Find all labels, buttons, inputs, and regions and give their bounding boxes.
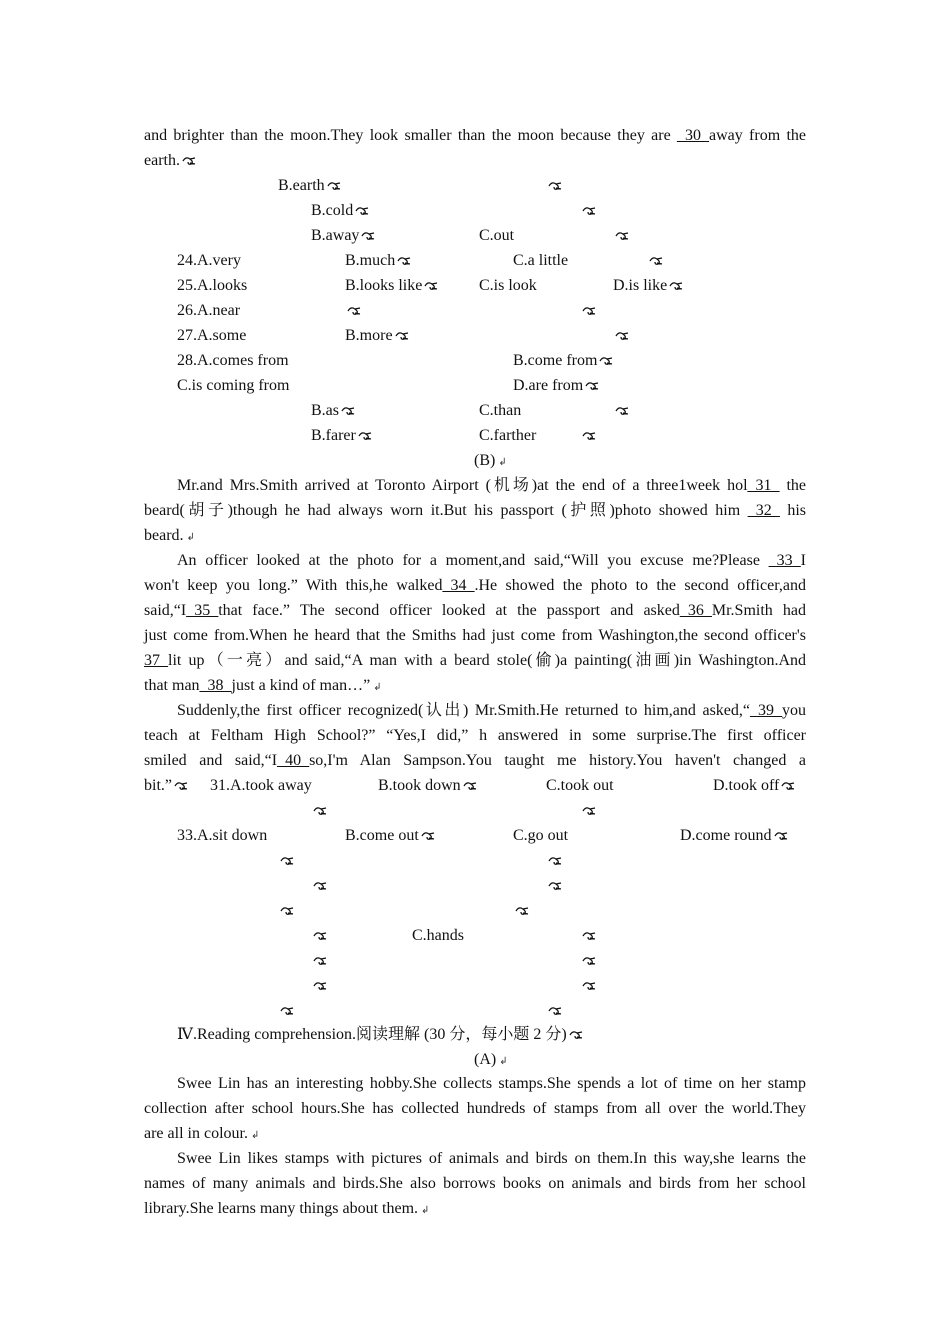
option: B.away [311,226,375,246]
curl-marker-icon [463,781,477,791]
option: C.hands [412,927,464,944]
curl-marker-icon [313,956,327,966]
marker [546,851,562,871]
text-line: said,“I_35_that face.” The second officer looked at the passport and asked_36_Mr.Smith had [144,602,806,619]
curl-marker-icon [599,356,613,366]
marker [311,951,327,971]
marker [311,926,327,946]
marker [546,876,562,896]
option: B.earth [278,176,341,196]
text-line: Suddenly,the first officer recognized(认出) Mr.Smith.He returned to him,and asked,“_39_you [177,702,806,719]
curl-marker-icon [313,881,327,891]
text-line: Mr.and Mrs.Smith arrived at Toronto Airport (机场)at the end of a three1week hol_31_ the [177,477,806,494]
curl-marker-icon [548,181,562,191]
curl-marker-icon [582,806,596,816]
text-line: Swee Lin likes stamps with pictures of animals and birds on them.In this way,she learns the [177,1150,806,1167]
curl-marker-icon [582,931,596,941]
marker [345,301,361,321]
option: B.looks like [345,276,438,296]
text-line: earth. [144,151,196,171]
text-line: teach at Feltham High School?” “Yes,I did,” h answered in some surprise.The first officer [144,727,806,744]
text-line: and brighter than the moon.They look smaller than the moon because they are _30_away from the [144,127,807,144]
option: B.farer [311,426,372,446]
curl-marker-icon [358,431,372,441]
option: C.go out [513,827,569,844]
marker [580,426,596,446]
curl-marker-icon [347,306,361,316]
curl-marker-icon [582,956,596,966]
paragraph-mark-icon: ↲ [373,682,382,693]
option: C.is look [479,277,537,294]
text-line: that man_38_just a kind of man…” ↲ [144,677,382,694]
curl-marker-icon [313,981,327,991]
text-line: beard(胡子)though he had always worn it.But his passport (护照)photo showed him _32_ his [144,502,806,519]
option: C.out [479,227,515,244]
text-line: names of many animals and birds.She also borrows books on animals and birds from her school [144,1175,806,1192]
curl-marker-icon [548,881,562,891]
text-line: beard. ↲ [144,527,195,544]
option: C.than [479,402,522,419]
curl-marker-icon [615,406,629,416]
option: B.as [311,401,355,421]
marker [278,901,294,921]
marker [580,951,596,971]
marker [278,851,294,871]
option: B.come from [513,351,613,371]
option: B.come out [345,826,435,846]
marker [513,901,529,921]
text-line: are all in colour. ↲ [144,1125,260,1142]
paragraph-mark-icon: ↲ [498,457,507,468]
option: C.is coming from [177,377,290,394]
curl-marker-icon [615,331,629,341]
option: 33.A.sit down [177,827,268,844]
curl-marker-icon [582,206,596,216]
text-line: just come from.When he heard that the Smiths had just come from Washington,the second officer's [144,627,806,644]
option: 26.A.near [177,302,241,319]
marker [311,876,327,896]
text-line: collection after school hours.She has collected hundreds of stamps from all over the world.They [144,1100,806,1117]
option: C.farther [479,427,537,444]
option: 28.A.comes from [177,352,289,369]
curl-marker-icon [582,981,596,991]
paragraph-mark-icon: ↲ [186,532,195,543]
curl-marker-icon [582,431,596,441]
marker [546,1001,562,1021]
option: D.is like [613,276,683,296]
marker [580,301,596,321]
curl-marker-icon [280,1006,294,1016]
option: B.much [345,251,411,271]
marker [580,801,596,821]
option: 27.A.some [177,327,247,344]
paragraph-mark-icon: ↲ [499,1056,508,1067]
curl-marker-icon [582,306,596,316]
curl-marker-icon [649,256,663,266]
marker [580,926,596,946]
curl-marker-icon [327,181,341,191]
text-line: An officer looked at the photo for a moment,and said,“Will you excuse me?Please _33_I [177,552,806,569]
text-line: smiled and said,“I_40_so,I'm Alan Sampson.You taught me history.You haven't changed a [144,752,806,769]
option: D.took off [713,776,795,796]
option: 24.A.very [177,252,241,269]
paragraph-mark-icon: ↲ [250,1130,260,1141]
option: B.cold [311,201,369,221]
curl-marker-icon [341,406,355,416]
marker [613,326,629,346]
option: C.took out [546,777,614,794]
curl-marker-icon [781,781,795,791]
text-line: library.She learns many things about them. ↲ [144,1200,430,1217]
marker [613,401,629,421]
text-line: bit.” [144,776,188,796]
option: C.a little [513,252,569,269]
option: 25.A.looks [177,277,248,294]
curl-marker-icon [548,856,562,866]
curl-marker-icon [515,906,529,916]
curl-marker-icon [669,281,683,291]
marker [278,1001,294,1021]
marker [311,976,327,996]
marker [613,226,629,246]
section-heading: Ⅳ.Reading comprehension.阅读理解 (30 分，每小题 2 分) [177,1025,583,1045]
text-line: Swee Lin has an interesting hobby.She collects stamps.She spends a lot of time on her stamp [177,1075,806,1092]
marker [311,801,327,821]
curl-marker-icon [174,781,188,791]
marker [580,201,596,221]
curl-marker-icon [182,156,196,166]
curl-marker-icon [361,231,375,241]
option: B.more [345,326,409,346]
paragraph-mark-icon: ↲ [421,1205,430,1216]
curl-marker-icon [355,206,369,216]
option: 31.A.took away [210,777,312,794]
text-line: won't keep you long.” With this,he walked_34_.He showed the photo to the second officer,and [144,577,806,594]
curl-marker-icon [313,931,327,941]
text-line: 37_lit up（一亮）and said,“A man with a beard stole(偷)a painting(油画)in Washington.And [144,652,806,669]
option: B.took down [378,776,477,796]
section-heading: (B) ↲ [474,452,507,469]
curl-marker-icon [615,231,629,241]
marker [580,976,596,996]
curl-marker-icon [585,381,599,391]
curl-marker-icon [280,856,294,866]
option: D.are from [513,376,599,396]
curl-marker-icon [569,1030,583,1040]
marker [546,176,562,196]
curl-marker-icon [424,281,438,291]
curl-marker-icon [395,331,409,341]
marker [647,251,663,271]
curl-marker-icon [548,1006,562,1016]
curl-marker-icon [397,256,411,266]
curl-marker-icon [774,831,788,841]
option: D.come round [680,826,788,846]
section-heading: (A) ↲ [474,1051,508,1068]
curl-marker-icon [421,831,435,841]
curl-marker-icon [280,906,294,916]
curl-marker-icon [313,806,327,816]
